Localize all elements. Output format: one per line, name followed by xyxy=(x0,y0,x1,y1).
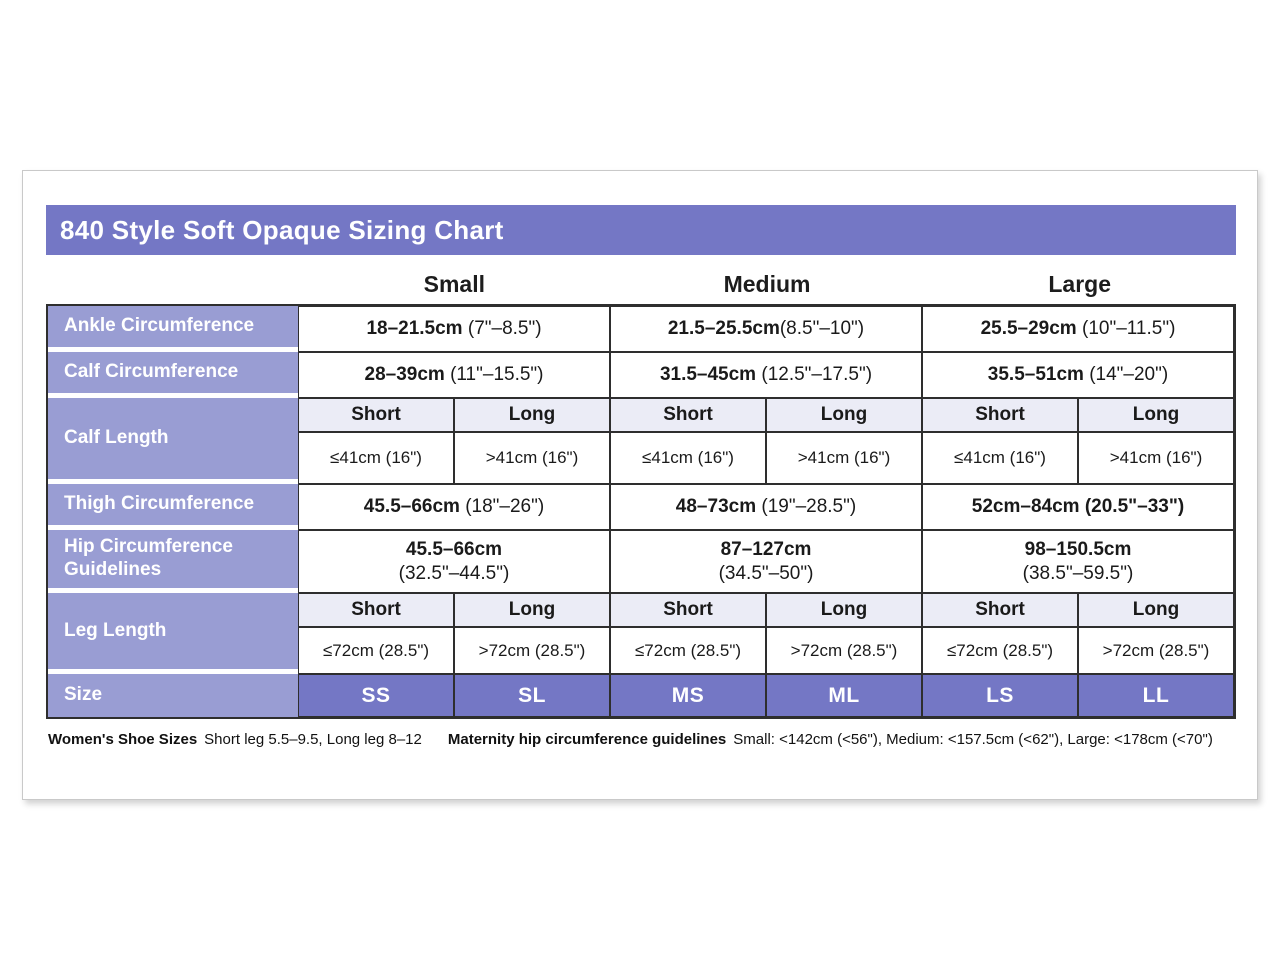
row-label-text: Leg Length xyxy=(64,619,167,641)
header-spacer xyxy=(46,265,298,304)
subheader-leg-large-short: Short xyxy=(922,593,1078,627)
cell-size-ls: LS xyxy=(922,674,1078,717)
cell-ankle-medium xyxy=(610,306,922,352)
cell-hip-large xyxy=(922,530,1234,593)
cell-leg-length-large-short: ≤72cm (28.5") xyxy=(922,627,1078,674)
cell-hip-medium xyxy=(610,530,922,593)
footnote xyxy=(48,731,1213,748)
row-label-text: Calf Circumference xyxy=(64,361,239,383)
cell-thigh-small xyxy=(298,484,610,530)
value-inches: (12.5"–17.5") xyxy=(756,364,873,385)
value-inches: (38.5"–59.5") xyxy=(1022,562,1134,584)
row-label-text: Size xyxy=(64,684,103,706)
value-inches: (19"–28.5") xyxy=(756,496,857,517)
row-label-size xyxy=(48,674,298,717)
subheader-calf-medium-long: Long xyxy=(766,398,922,432)
sizing-table xyxy=(46,304,1236,719)
value-range: 48–73cm xyxy=(675,496,757,517)
subheader-calf-large-short: Short xyxy=(922,398,1078,432)
value-range: 98–150.5cm xyxy=(1024,538,1132,560)
value-inches: (11"–15.5") xyxy=(444,364,544,385)
cell-leg-length-small-short: ≤72cm (28.5") xyxy=(298,627,454,674)
row-label-text: Ankle Circumference xyxy=(64,315,255,337)
sizing-chart-card xyxy=(22,170,1258,800)
cell-calf-circ-small xyxy=(298,352,610,398)
subheader-calf-small-short: Short xyxy=(298,398,454,432)
value-inches: (10"–11.5") xyxy=(1076,318,1176,339)
subheader-calf-medium-short: Short xyxy=(610,398,766,432)
value-inches: (8.5"–10") xyxy=(779,318,865,339)
footnote-maternity-title: Maternity hip circumference guidelines xyxy=(447,731,727,748)
cell-leg-length-medium-short: ≤72cm (28.5") xyxy=(610,627,766,674)
value-range: 31.5–45cm xyxy=(659,364,757,385)
footnote-shoe-sizes-text: Short leg 5.5–9.5, Long leg 8–12 xyxy=(204,731,422,748)
value-inches: (18"–26") xyxy=(459,496,545,517)
cell-calf-length-large-long: >41cm (16") xyxy=(1078,432,1234,484)
subheader-calf-large-long: Long xyxy=(1078,398,1234,432)
subheader-leg-medium-short: Short xyxy=(610,593,766,627)
cell-calf-length-small-short: ≤41cm (16") xyxy=(298,432,454,484)
cell-thigh-large xyxy=(922,484,1234,530)
value-range: 35.5–51cm xyxy=(987,364,1084,385)
cell-calf-circ-medium xyxy=(610,352,922,398)
row-label-text: Hip Circumference Guidelines xyxy=(64,536,233,580)
subheader-calf-small-long: Long xyxy=(454,398,610,432)
row-label-text: Thigh Circumference xyxy=(64,493,255,515)
value-inches: (34.5"–50") xyxy=(718,562,814,584)
subheader-leg-large-long: Long xyxy=(1078,593,1234,627)
value-range: 28–39cm xyxy=(364,364,445,385)
cell-ankle-small xyxy=(298,306,610,352)
cell-leg-length-small-long: >72cm (28.5") xyxy=(454,627,610,674)
column-header-medium: Medium xyxy=(723,271,811,297)
value-range: 21.5–25.5cm xyxy=(667,318,780,339)
value-range: 52cm–84cm (20.5"–33") xyxy=(971,496,1185,517)
row-label-thigh-circumference xyxy=(48,484,298,530)
value-range: 45.5–66cm xyxy=(405,538,503,560)
chart-title-bar xyxy=(46,205,1236,255)
size-column-headers xyxy=(46,265,1236,304)
row-label-calf-length xyxy=(48,398,298,484)
value-inches: (32.5"–44.5") xyxy=(398,562,510,584)
value-inches: (14"–20") xyxy=(1083,364,1169,385)
value-range: 25.5–29cm xyxy=(980,318,1077,339)
column-header-small: Small xyxy=(423,271,486,297)
cell-thigh-medium xyxy=(610,484,922,530)
cell-ankle-large xyxy=(922,306,1234,352)
value-range: 87–127cm xyxy=(720,538,812,560)
footnote-shoe-sizes-title: Women's Shoe Sizes xyxy=(48,731,198,748)
row-label-calf-circumference xyxy=(48,352,298,398)
value-range: 45.5–66cm xyxy=(363,496,460,517)
value-range: 18–21.5cm xyxy=(366,318,463,339)
row-label-ankle-circumference xyxy=(48,306,298,352)
cell-leg-length-medium-long: >72cm (28.5") xyxy=(766,627,922,674)
cell-calf-length-small-long: >41cm (16") xyxy=(454,432,610,484)
cell-size-ms: MS xyxy=(610,674,766,717)
cell-calf-circ-large xyxy=(922,352,1234,398)
cell-calf-length-medium-short: ≤41cm (16") xyxy=(610,432,766,484)
cell-size-sl: SL xyxy=(454,674,610,717)
chart-title: 840 Style Soft Opaque Sizing Chart xyxy=(60,214,504,245)
cell-size-ss: SS xyxy=(298,674,454,717)
cell-calf-length-medium-long: >41cm (16") xyxy=(766,432,922,484)
row-label-hip-circumference-guidelines xyxy=(48,530,298,593)
row-label-leg-length xyxy=(48,593,298,674)
value-inches: (7"–8.5") xyxy=(462,318,542,339)
column-header-large: Large xyxy=(1048,271,1111,297)
subheader-leg-medium-long: Long xyxy=(766,593,922,627)
cell-leg-length-large-long: >72cm (28.5") xyxy=(1078,627,1234,674)
cell-size-ll: LL xyxy=(1078,674,1234,717)
row-label-text: Calf Length xyxy=(64,427,169,449)
cell-size-ml: ML xyxy=(766,674,922,717)
cell-hip-small xyxy=(298,530,610,593)
subheader-leg-small-long: Long xyxy=(454,593,610,627)
subheader-leg-small-short: Short xyxy=(298,593,454,627)
cell-calf-length-large-short: ≤41cm (16") xyxy=(922,432,1078,484)
footnote-maternity-text: Small: <142cm (<56"), Medium: <157.5cm (<62"), Large: <178cm (<70") xyxy=(733,731,1213,748)
